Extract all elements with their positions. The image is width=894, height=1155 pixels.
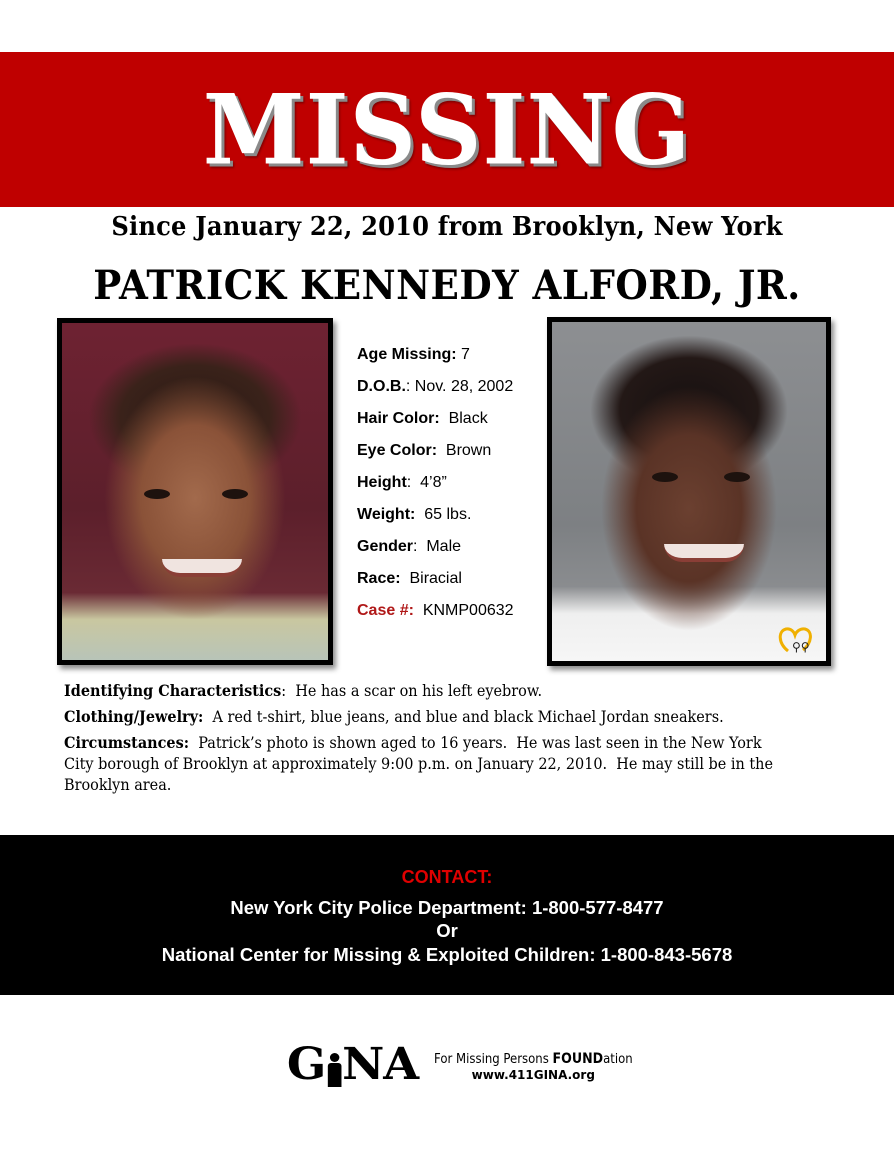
- eye-left: [144, 489, 170, 499]
- eye-right: [222, 489, 248, 499]
- clothing-jewelry: Clothing/Jewelry: A red t-shirt, blue jeans, and blue and black Michael Jordan sneakers.: [64, 707, 724, 726]
- missing-banner: [0, 52, 894, 207]
- smile: [162, 559, 242, 577]
- since-date-location: Since January 22, 2010 from Brooklyn, New York: [111, 212, 783, 242]
- identifying-characteristics: Identifying Characteristics: He has a scar on his left eyebrow.: [64, 681, 543, 700]
- missing-title: MISSING: [202, 72, 692, 187]
- contact-or: Or: [436, 920, 458, 941]
- ncmec-logo-icon: [776, 623, 820, 655]
- face-illustration: [552, 322, 826, 661]
- circumstances: Circumstances: Patrick’s photo is shown aged to 16 years. He was last seen in the New York City borough of Brooklyn at approximately 9:00 p.m. on January 22, 2010. He may still be in the Brooklyn area.: [64, 733, 778, 794]
- detail-height: Height: 4’8”: [357, 474, 447, 491]
- contact-band: [0, 835, 894, 995]
- detail-weight: Weight: 65 lbs.: [357, 506, 472, 523]
- detail-hair-color: Hair Color: Black: [357, 410, 488, 427]
- eye-left: [652, 472, 678, 482]
- details-list: [357, 344, 547, 632]
- gina-tagline: For Missing Persons FOUNDation www.411GINA.org: [423, 1051, 644, 1082]
- detail-race: Race: Biracial: [357, 570, 462, 587]
- missing-person-name: PATRICK KENNEDY ALFORD, JR.: [93, 262, 801, 309]
- detail-dob: D.O.B.: Nov. 28, 2002: [357, 378, 514, 395]
- detail-eye-color: Eye Color: Brown: [357, 442, 492, 459]
- face-illustration: [62, 323, 328, 660]
- photo-age-progressed-16: [547, 317, 831, 666]
- gina-logo: [286, 1039, 644, 1093]
- contact-ncmec: National Center for Missing & Exploited Children: 1-800-843-5678: [161, 944, 733, 965]
- contact-nypd: New York City Police Department: 1-800-577-8477: [230, 897, 664, 918]
- case-description: [64, 680, 789, 800]
- detail-case-number: Case #: KNMP00632: [357, 602, 514, 619]
- smile: [664, 544, 744, 562]
- detail-age-missing: Age Missing: 7: [357, 346, 470, 363]
- eye-right: [724, 472, 750, 482]
- contact-heading: CONTACT:: [401, 867, 493, 887]
- person-figure-icon: [327, 1053, 340, 1087]
- photo-age-7: [57, 318, 333, 665]
- gina-website: www.411GINA.org: [471, 1068, 595, 1082]
- detail-gender: Gender: Male: [357, 538, 462, 555]
- gina-wordmark: G NA: [286, 1039, 419, 1090]
- svg-text:⚲⚲: ⚲⚲: [792, 640, 810, 654]
